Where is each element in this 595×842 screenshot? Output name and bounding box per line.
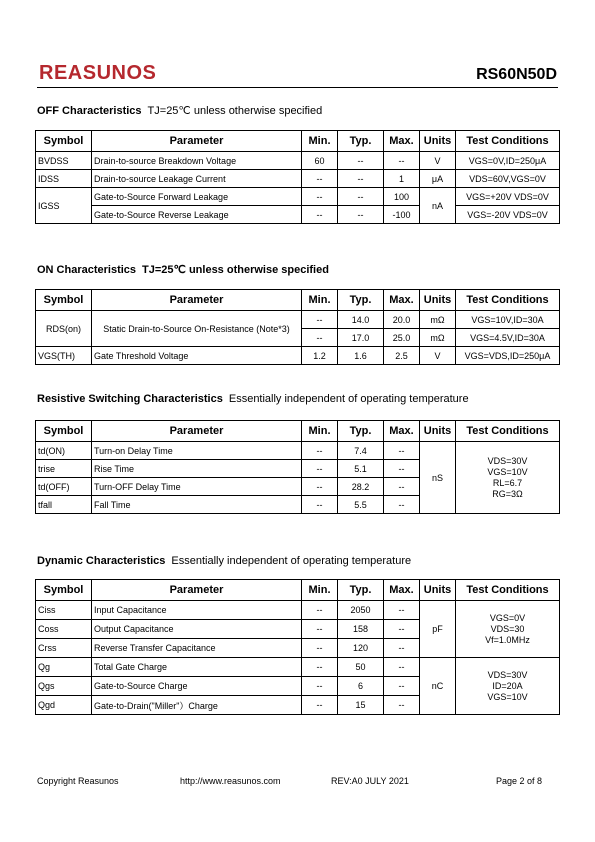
- off-section-title: OFF Characteristics: [37, 105, 142, 117]
- typ-cell: --: [338, 188, 384, 206]
- parameter-cell: Turn-OFF Delay Time: [92, 478, 302, 496]
- typ-cell: 14.0: [338, 311, 384, 329]
- min-cell: --: [302, 206, 338, 224]
- min-cell: 1.2: [302, 347, 338, 365]
- col-test-conditions: Test Conditions: [456, 131, 560, 152]
- col-min: Min.: [302, 421, 338, 442]
- condition-cell: VGS=VDS,ID=250μA: [456, 347, 560, 365]
- condition-cell: VGS=0V,ID=250μA: [456, 152, 560, 170]
- col-units: Units: [420, 580, 456, 601]
- on-characteristics-table: [35, 289, 560, 365]
- col-parameter: Parameter: [92, 580, 302, 601]
- parameter-cell: Total Gate Charge: [92, 658, 302, 677]
- col-test-conditions: Test Conditions: [456, 290, 560, 311]
- max-cell: --: [384, 696, 420, 715]
- max-cell: --: [384, 152, 420, 170]
- unit-cell: nS: [420, 442, 456, 514]
- parameter-cell: Output Capacitance: [92, 620, 302, 639]
- on-section-heading: [37, 263, 329, 276]
- min-cell: --: [302, 188, 338, 206]
- parameter-cell: Gate-to-Source Charge: [92, 677, 302, 696]
- on-section-subtitle: TJ=25℃ unless otherwise specified: [142, 264, 329, 276]
- table-row: [36, 442, 560, 460]
- condition-line: VGS=0V: [489, 612, 526, 623]
- symbol-cell: td(OFF): [36, 478, 92, 496]
- typ-cell: 17.0: [338, 329, 384, 347]
- condition-cell: VDS=60V,VGS=0V: [456, 170, 560, 188]
- symbol-cell: Coss: [36, 620, 92, 639]
- on-section-title: ON Characteristics: [37, 264, 137, 276]
- typ-cell: 5.1: [338, 460, 384, 478]
- parameter-cell: Reverse Transfer Capacitance: [92, 639, 302, 658]
- col-parameter: Parameter: [92, 290, 302, 311]
- dynamic-characteristics-table: [35, 579, 560, 715]
- condition-line: VGS=10V: [487, 466, 528, 477]
- dynamic-section-subtitle: Essentially independent of operating temperature: [171, 555, 412, 567]
- min-cell: --: [302, 639, 338, 658]
- table-row: [36, 347, 560, 365]
- col-min: Min.: [302, 290, 338, 311]
- footer-url[interactable]: http://www.reasunos.com: [180, 776, 281, 786]
- col-symbol: Symbol: [36, 580, 92, 601]
- unit-cell: μA: [420, 170, 456, 188]
- parameter-cell: Drain-to-source Breakdown Voltage: [92, 152, 302, 170]
- col-units: Units: [420, 421, 456, 442]
- typ-cell: --: [338, 170, 384, 188]
- footer-revision: REV:A0 JULY 2021: [331, 776, 409, 786]
- col-min: Min.: [302, 580, 338, 601]
- switching-section-title: Resistive Switching Characteristics: [37, 393, 223, 405]
- symbol-cell: Ciss: [36, 601, 92, 620]
- symbol-cell: Crss: [36, 639, 92, 658]
- min-cell: --: [302, 601, 338, 620]
- unit-cell: nA: [420, 188, 456, 224]
- min-cell: --: [302, 658, 338, 677]
- max-cell: 2.5: [384, 347, 420, 365]
- col-symbol: Symbol: [36, 421, 92, 442]
- table-row: [36, 188, 560, 206]
- condition-line: Vf=1.0MHz: [485, 634, 530, 645]
- col-max: Max.: [384, 421, 420, 442]
- col-max: Max.: [384, 580, 420, 601]
- footer-copyright: Copyright Reasunos: [37, 776, 119, 786]
- condition-cell: VGS=10V,ID=30A: [456, 311, 560, 329]
- col-max: Max.: [384, 131, 420, 152]
- unit-cell: V: [420, 347, 456, 365]
- table-row: [36, 152, 560, 170]
- typ-cell: --: [338, 152, 384, 170]
- parameter-cell: Turn-on Delay Time: [92, 442, 302, 460]
- header-divider: [37, 87, 558, 88]
- col-symbol: Symbol: [36, 290, 92, 311]
- symbol-cell: trise: [36, 460, 92, 478]
- switching-section-subtitle: Essentially independent of operating temperature: [228, 393, 469, 405]
- max-cell: --: [384, 442, 420, 460]
- typ-cell: 6: [338, 677, 384, 696]
- max-cell: 20.0: [384, 311, 420, 329]
- unit-cell: mΩ: [420, 329, 456, 347]
- min-cell: --: [302, 329, 338, 347]
- condition-cell: VGS=+20V VDS=0V: [456, 188, 560, 206]
- max-cell: 1: [384, 170, 420, 188]
- symbol-cell: Qg: [36, 658, 92, 677]
- condition-line: RG=3Ω: [492, 488, 523, 499]
- typ-cell: 5.5: [338, 496, 384, 514]
- condition-line: VDS=30V: [487, 669, 528, 680]
- symbol-cell: tfall: [36, 496, 92, 514]
- max-cell: --: [384, 601, 420, 620]
- condition-line: VGS=10V: [487, 691, 528, 702]
- col-typ: Typ.: [338, 290, 384, 311]
- dynamic-section-title: Dynamic Characteristics: [37, 555, 166, 567]
- parameter-cell: Fall Time: [92, 496, 302, 514]
- condition-cell: VGS=-20V VDS=0V: [456, 206, 560, 224]
- col-min: Min.: [302, 131, 338, 152]
- switching-section-heading: [37, 393, 469, 405]
- col-parameter: Parameter: [92, 131, 302, 152]
- condition-cell: VGS=4.5V,ID=30A: [456, 329, 560, 347]
- table-header-row: [36, 580, 560, 601]
- table-row: [36, 311, 560, 329]
- brand-logo: REASUNOS: [39, 62, 157, 84]
- symbol-cell: IGSS: [36, 188, 92, 224]
- switching-characteristics-table: [35, 420, 560, 514]
- max-cell: --: [384, 460, 420, 478]
- max-cell: -100: [384, 206, 420, 224]
- table-header-row: [36, 131, 560, 152]
- footer-page-number: Page 2 of 8: [495, 776, 542, 786]
- table-header-row: [36, 290, 560, 311]
- col-symbol: Symbol: [36, 131, 92, 152]
- min-cell: --: [302, 478, 338, 496]
- col-test-conditions: Test Conditions: [456, 580, 560, 601]
- condition-line: VDS=30V: [487, 455, 528, 466]
- unit-cell: pF: [420, 601, 456, 658]
- max-cell: 100: [384, 188, 420, 206]
- unit-cell: nC: [420, 658, 456, 715]
- parameter-cell: Gate-to-Drain("Miller"）Charge: [92, 696, 302, 715]
- min-cell: --: [302, 311, 338, 329]
- min-cell: --: [302, 677, 338, 696]
- table-row: [36, 206, 560, 224]
- parameter-cell: Gate-to-Source Reverse Leakage: [92, 206, 302, 224]
- off-section-subtitle: TJ=25℃ unless otherwise specified: [147, 105, 323, 117]
- parameter-cell: Rise Time: [92, 460, 302, 478]
- typ-cell: 15: [338, 696, 384, 715]
- typ-cell: 158: [338, 620, 384, 639]
- parameter-cell: Input Capacitance: [92, 601, 302, 620]
- symbol-cell: IDSS: [36, 170, 92, 188]
- typ-cell: --: [338, 206, 384, 224]
- typ-cell: 2050: [338, 601, 384, 620]
- typ-cell: 120: [338, 639, 384, 658]
- part-number: RS60N50D: [476, 66, 557, 83]
- condition-cell: [456, 658, 560, 715]
- typ-cell: 7.4: [338, 442, 384, 460]
- min-cell: --: [302, 442, 338, 460]
- parameter-cell: Gate-to-Source Forward Leakage: [92, 188, 302, 206]
- col-typ: Typ.: [338, 580, 384, 601]
- col-typ: Typ.: [338, 131, 384, 152]
- min-cell: --: [302, 620, 338, 639]
- symbol-cell: td(ON): [36, 442, 92, 460]
- parameter-cell: Static Drain-to-Source On-Resistance (Note*3): [92, 311, 302, 347]
- max-cell: --: [384, 639, 420, 658]
- table-row: [36, 170, 560, 188]
- symbol-cell: Qgd: [36, 696, 92, 715]
- unit-cell: V: [420, 152, 456, 170]
- condition-line: VDS=30: [490, 623, 525, 634]
- unit-cell: mΩ: [420, 311, 456, 329]
- table-header-row: [36, 421, 560, 442]
- max-cell: --: [384, 677, 420, 696]
- symbol-cell: Qgs: [36, 677, 92, 696]
- max-cell: --: [384, 496, 420, 514]
- parameter-cell: Drain-to-source Leakage Current: [92, 170, 302, 188]
- symbol-cell: VGS(TH): [36, 347, 92, 365]
- col-units: Units: [420, 131, 456, 152]
- min-cell: --: [302, 696, 338, 715]
- min-cell: --: [302, 170, 338, 188]
- col-units: Units: [420, 290, 456, 311]
- parameter-cell: Gate Threshold Voltage: [92, 347, 302, 365]
- min-cell: 60: [302, 152, 338, 170]
- off-section-heading: [37, 104, 322, 117]
- symbol-cell: RDS(on): [36, 311, 92, 347]
- table-row: [36, 658, 560, 677]
- typ-cell: 50: [338, 658, 384, 677]
- condition-line: RL=6.7: [492, 477, 523, 488]
- col-typ: Typ.: [338, 421, 384, 442]
- min-cell: --: [302, 496, 338, 514]
- condition-line: ID=20A: [492, 680, 523, 691]
- dynamic-section-heading: [37, 555, 411, 567]
- symbol-cell: BVDSS: [36, 152, 92, 170]
- max-cell: --: [384, 620, 420, 639]
- max-cell: --: [384, 478, 420, 496]
- col-test-conditions: Test Conditions: [456, 421, 560, 442]
- col-parameter: Parameter: [92, 421, 302, 442]
- table-row: [36, 601, 560, 620]
- min-cell: --: [302, 460, 338, 478]
- typ-cell: 28.2: [338, 478, 384, 496]
- col-max: Max.: [384, 290, 420, 311]
- off-characteristics-table: [35, 130, 560, 224]
- condition-cell: [456, 442, 560, 514]
- condition-cell: [456, 601, 560, 658]
- max-cell: --: [384, 658, 420, 677]
- max-cell: 25.0: [384, 329, 420, 347]
- typ-cell: 1.6: [338, 347, 384, 365]
